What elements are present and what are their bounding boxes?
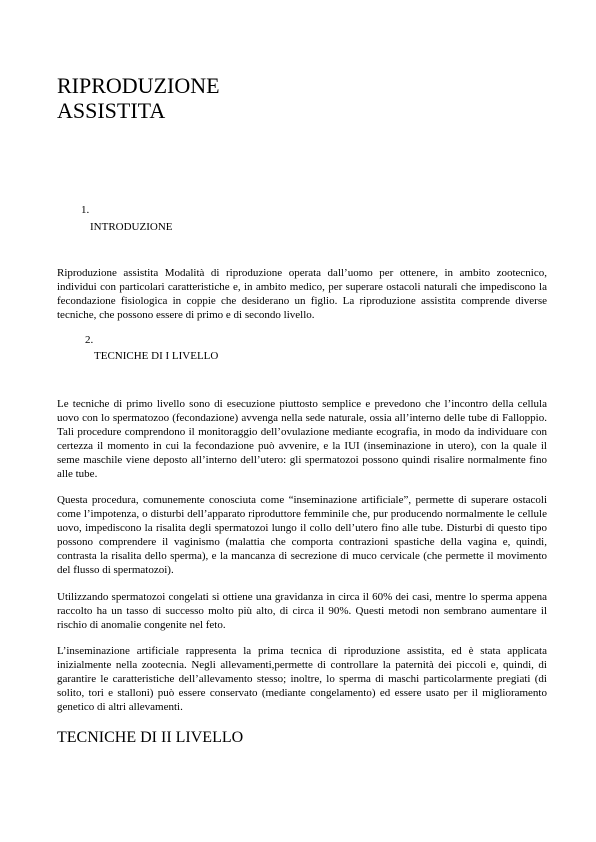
section-1-number: 1. (81, 204, 90, 216)
intro-paragraph: Riproduzione assistita Modalità di riproduzione operata dall’uomo per ottenere, in ambito zootecnico, individui con particolari caratteristiche e, in ambito medico, per superare ostacoli naturali che impediscono la fecondazione fisiologica in coppie che desiderano un figlio. La riproduzione assistita comprende diverse tecniche, che possono essere di primo e di secondo livello. (57, 267, 547, 322)
paragraph-4: L’inseminazione artificiale rappresenta la prima tecnica di riproduzione assistita, ed è stata applicata inizialmente nella zootecnia. Negli allevamenti,permette di controllare la paternità dei piccoli e, quindi, di garantire le caratteristiche dell’allevamento stesso; inoltre, lo sperma di maschi particolarmente pregiati (di solito, tori e stalloni) può essere conservato (mediante congelamento) ed essere usato per il miglioramento genetico di altri allevamenti. (57, 645, 547, 714)
title-line-1: RIPRODUZIONE (57, 73, 220, 98)
paragraph-3: Utilizzando spermatozoi congelati si ottiene una gravidanza in circa il 60% dei casi, mentre lo sperma appena raccolto ha un tasso di successo molto più alto, di circa il 90%. Questi metodi non sembrano aumentare il rischio di anomalie congenite nel feto. (57, 591, 547, 632)
paragraph-2: Questa procedura, comunemente conosciuta come “inseminazione artificiale”, permette di superare ostacoli come l’impotenza, o disturbi dell’apparato riproduttore femminile che, pur producendo normalmente le cellule uovo, impediscono la risalita degli spermatozoi lungo il collo dell’utero fino alle tube. Disturbi di questo tipo possono comprendere il vaginismo (malattia che comporta contrazioni spastiche della vagina e, quindi, contrasta la risalita dello sperma), e la mancanza di secrezione di muco cervicale (che permette il movimento del flusso di spermatozoi). (57, 494, 547, 577)
document-title (57, 73, 357, 123)
section-1-heading: INTRODUZIONE (90, 221, 173, 233)
section-2-heading: TECNICHE DI I LIVELLO (94, 350, 219, 362)
section-2-number: 2. (85, 334, 94, 346)
paragraph-1: Le tecniche di primo livello sono di esecuzione piuttosto semplice e prevedono che l’incontro della cellula uovo con lo spermatozoo (fecondazione) avvenga nella sede naturale, ossia all’interno delle tube di Falloppio. Tali procedure comprendono il monitoraggio dell’ovulazione mediante ecografia, in modo da individuare con certezza il momento in cui la fecondazione può avvenire, e la IUI (inseminazione in utero), con la quale il seme maschile viene deposto all’interno dell’utero: gli spermatozoi possono quindi risalire normalmente fino alle tube. (57, 398, 547, 481)
title-line-2: ASSISTITA (57, 98, 166, 123)
section-3-heading: TECNICHE DI II LIVELLO (57, 729, 244, 746)
